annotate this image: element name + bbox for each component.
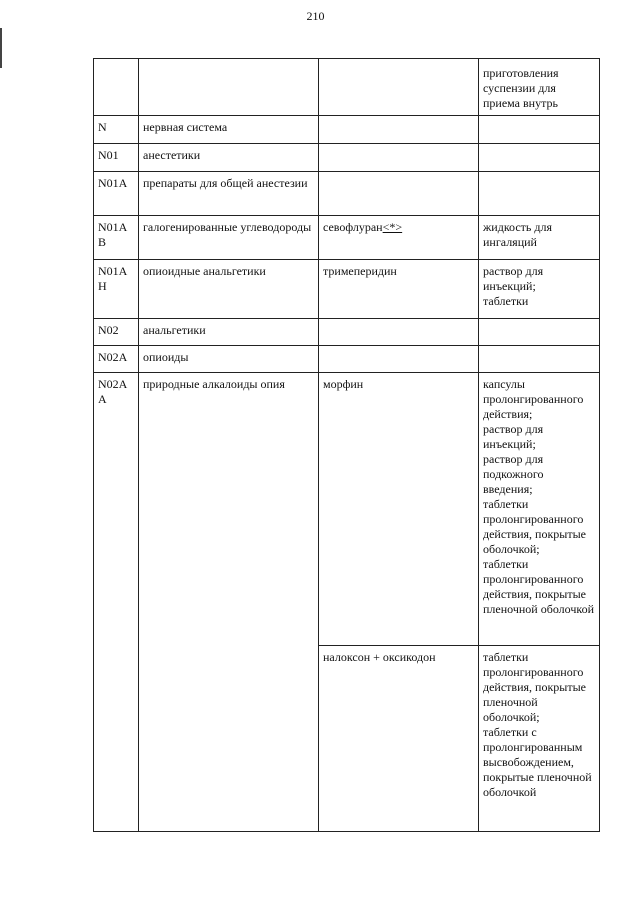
form-line: суспензии для bbox=[483, 81, 556, 95]
drug-cell: морфин bbox=[319, 373, 479, 646]
form-line: раствор для инъекций; bbox=[483, 264, 544, 293]
form-line: приема внутрь bbox=[483, 96, 558, 110]
form-line: раствор для инъекций; bbox=[483, 422, 544, 451]
code-cell bbox=[94, 59, 139, 116]
table-row bbox=[94, 116, 600, 144]
drug-cell bbox=[319, 172, 479, 216]
table-row bbox=[94, 373, 600, 646]
group-cell: препараты для общей анестезии bbox=[139, 172, 319, 216]
drug-cell: налоксон + оксикодон bbox=[319, 646, 479, 832]
code-cell: N02AA bbox=[94, 373, 139, 832]
group-cell: галогенированные углеводороды bbox=[139, 216, 319, 260]
drug-cell bbox=[319, 59, 479, 116]
margin-mark bbox=[0, 28, 2, 68]
drug-cell bbox=[319, 116, 479, 144]
forms-cell bbox=[479, 59, 600, 116]
forms-cell bbox=[479, 144, 600, 172]
drug-table bbox=[93, 58, 600, 832]
group-cell: опиоидные анальгетики bbox=[139, 260, 319, 319]
table-row bbox=[94, 260, 600, 319]
form-line: таблетки bbox=[483, 294, 529, 308]
group-cell: природные алкалоиды опия bbox=[139, 373, 319, 832]
form-line: таблетки пролонгированного действия, покрытые пленочной оболочкой bbox=[483, 557, 595, 616]
group-cell bbox=[139, 59, 319, 116]
form-line: таблетки пролонгированного действия, покрытые пленочной оболочкой; bbox=[483, 650, 586, 724]
drug-cell bbox=[319, 144, 479, 172]
drug-cell bbox=[319, 346, 479, 373]
group-cell: нервная система bbox=[139, 116, 319, 144]
note-link[interactable]: <*> bbox=[382, 220, 403, 234]
group-cell: анальгетики bbox=[139, 319, 319, 346]
code-cell: N02 bbox=[94, 319, 139, 346]
code-cell: N01 bbox=[94, 144, 139, 172]
table-row bbox=[94, 319, 600, 346]
form-line: приготовления bbox=[483, 66, 559, 80]
code-cell: N01AB bbox=[94, 216, 139, 260]
forms-cell bbox=[479, 172, 600, 216]
forms-cell bbox=[479, 646, 600, 832]
forms-cell bbox=[479, 319, 600, 346]
code-cell: N02A bbox=[94, 346, 139, 373]
table-row bbox=[94, 144, 600, 172]
drug-cell bbox=[319, 216, 479, 260]
forms-cell bbox=[479, 260, 600, 319]
drug-cell: тримеперидин bbox=[319, 260, 479, 319]
code-cell: N bbox=[94, 116, 139, 144]
code-cell: N01AH bbox=[94, 260, 139, 319]
form-line: таблетки пролонгированного действия, покрытые оболочкой; bbox=[483, 497, 586, 556]
form-line: жидкость для ингаляций bbox=[483, 220, 552, 249]
code-cell: N01A bbox=[94, 172, 139, 216]
forms-cell bbox=[479, 373, 600, 646]
table-row bbox=[94, 346, 600, 373]
form-line: таблетки с пролонгированным высвобождением, покрытые пленочной оболочкой bbox=[483, 725, 592, 799]
form-line: капсулы пролонгированного действия; bbox=[483, 377, 584, 421]
table-row bbox=[94, 216, 600, 260]
group-cell: опиоиды bbox=[139, 346, 319, 373]
drug-name: севофлуран bbox=[323, 220, 383, 234]
form-line: раствор для подкожного введения; bbox=[483, 452, 544, 496]
forms-cell bbox=[479, 116, 600, 144]
table-row bbox=[94, 172, 600, 216]
forms-cell bbox=[479, 216, 600, 260]
forms-cell bbox=[479, 346, 600, 373]
page-number: 210 bbox=[306, 9, 325, 23]
drug-cell bbox=[319, 319, 479, 346]
group-cell: анестетики bbox=[139, 144, 319, 172]
table-row bbox=[94, 59, 600, 116]
